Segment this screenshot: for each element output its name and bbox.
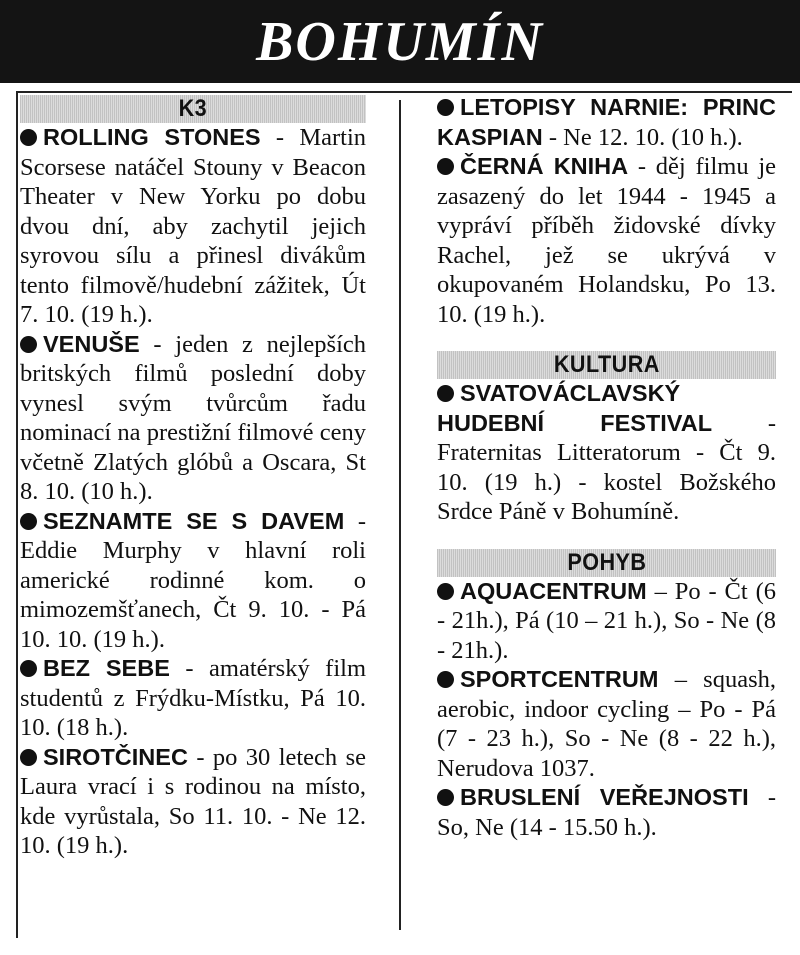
bullet-icon [437, 789, 454, 806]
section-header-k3 [20, 95, 366, 123]
entry-text: - Ne 12. 10. (10 h.). [542, 123, 743, 151]
entry-text: - po 30 letech se Laura vrací i s rodinou na místo, kde vyrůstala, So 11. 10. - Ne 12. 10. (19 h.). [20, 743, 366, 859]
bullet-icon [20, 513, 37, 530]
entry-text: - Fraternitas Litteratorum - Čt 9. 10. (19 h.) - kostel Božského Srdce Páně v Bohumíně. [437, 409, 776, 525]
entry-title: LETOPISY NARNIE: PRINC KASPIAN [437, 94, 776, 150]
listing-entry [437, 93, 776, 152]
bullet-icon [437, 158, 454, 175]
spacer [437, 329, 776, 349]
bullet-icon [20, 336, 37, 353]
listing-entry [20, 330, 366, 507]
bullet-icon [437, 671, 454, 688]
listing-entry [20, 507, 366, 655]
listing-entry [437, 665, 776, 783]
column-divider [399, 100, 401, 930]
section-header-kultura [437, 351, 776, 379]
entry-title: BEZ SEBE [43, 655, 170, 681]
entry-text: - Eddie Murphy v hlavní roli americké rodinné kom. o mimozemšťanech, Čt 9. 10. - Pá 10. 10. (19 h.). [20, 507, 366, 653]
bullet-icon [437, 99, 454, 116]
bullet-icon [20, 660, 37, 677]
entry-text: – squash, aerobic, indoor cycling – Po - Pá (7 - 23 h.), So - Ne (8 - 22 h.), Nerudova 1037. [437, 666, 776, 782]
bullet-icon [20, 129, 37, 146]
entry-text: - So, Ne (14 - 15.50 h.). [437, 784, 776, 841]
section-label: K3 [178, 95, 208, 122]
listing-entry [437, 783, 776, 842]
section-label: KULTURA [553, 351, 660, 378]
entry-text: – Po - Čt (6 - 21h.), Pá (10 – 21 h.), So - Ne (8 - 21h.). [437, 577, 776, 664]
entry-title: SEZNAMTE SE S DAVEM [43, 507, 345, 534]
listing-entry [20, 123, 366, 330]
entry-title: SPORTCENTRUM [460, 666, 659, 692]
page-title: BOHUMÍN [256, 10, 544, 73]
listing-entry [20, 654, 366, 743]
header-banner [0, 0, 800, 83]
bullet-icon [20, 749, 37, 766]
bullet-icon [437, 583, 454, 600]
entry-title: BRUSLENÍ VEŘEJNOSTI [460, 784, 749, 810]
entry-title: AQUACENTRUM [460, 577, 647, 604]
section-header-pohyb [437, 549, 776, 577]
bullet-icon [437, 385, 454, 402]
listing-entry [437, 152, 776, 329]
listing-entry [20, 743, 366, 861]
left-column [20, 93, 366, 861]
listing-entry [437, 379, 776, 527]
entry-title: ČERNÁ KNIHA [460, 153, 629, 179]
listing-entry [437, 577, 776, 666]
entry-title: SVATOVÁCLAVSKÝ HUDEBNÍ FESTIVAL [437, 380, 713, 436]
entry-title: SIROTČINEC [43, 743, 188, 770]
right-column [437, 93, 776, 842]
entry-title: ROLLING STONES [43, 124, 261, 150]
entry-title: VENUŠE [43, 330, 140, 357]
entry-text: - Martin Scorsese natáčel Stouny v Beacon Theater v New Yorku po dobu dvou dní, aby zachytil jejich syrovou sílu a přinesl divákům tento filmově/hudební zážitek, Út 7. 10. (19 h.). [20, 124, 366, 328]
spacer [437, 527, 776, 547]
entry-text: - děj filmu je zasazený do let 1944 - 1945 a vypráví příběh židovské dívky Rachel, jež se ukrývá v okupovaném Holandsku, Po 13. 10. (19 h.). [437, 153, 777, 328]
entry-text: - amatérský film studentů z Frýdku-Místku, Pá 10. 10. (18 h.). [20, 655, 366, 741]
entry-text: - jeden z nejlepších britských filmů poslední doby vynesl svým tvůrcům řadu nominací na prestižní filmové ceny včetně Zlatých glóbů a Oscara, St 8. 10. (10 h.). [20, 330, 366, 505]
section-label: POHYB [566, 548, 647, 576]
